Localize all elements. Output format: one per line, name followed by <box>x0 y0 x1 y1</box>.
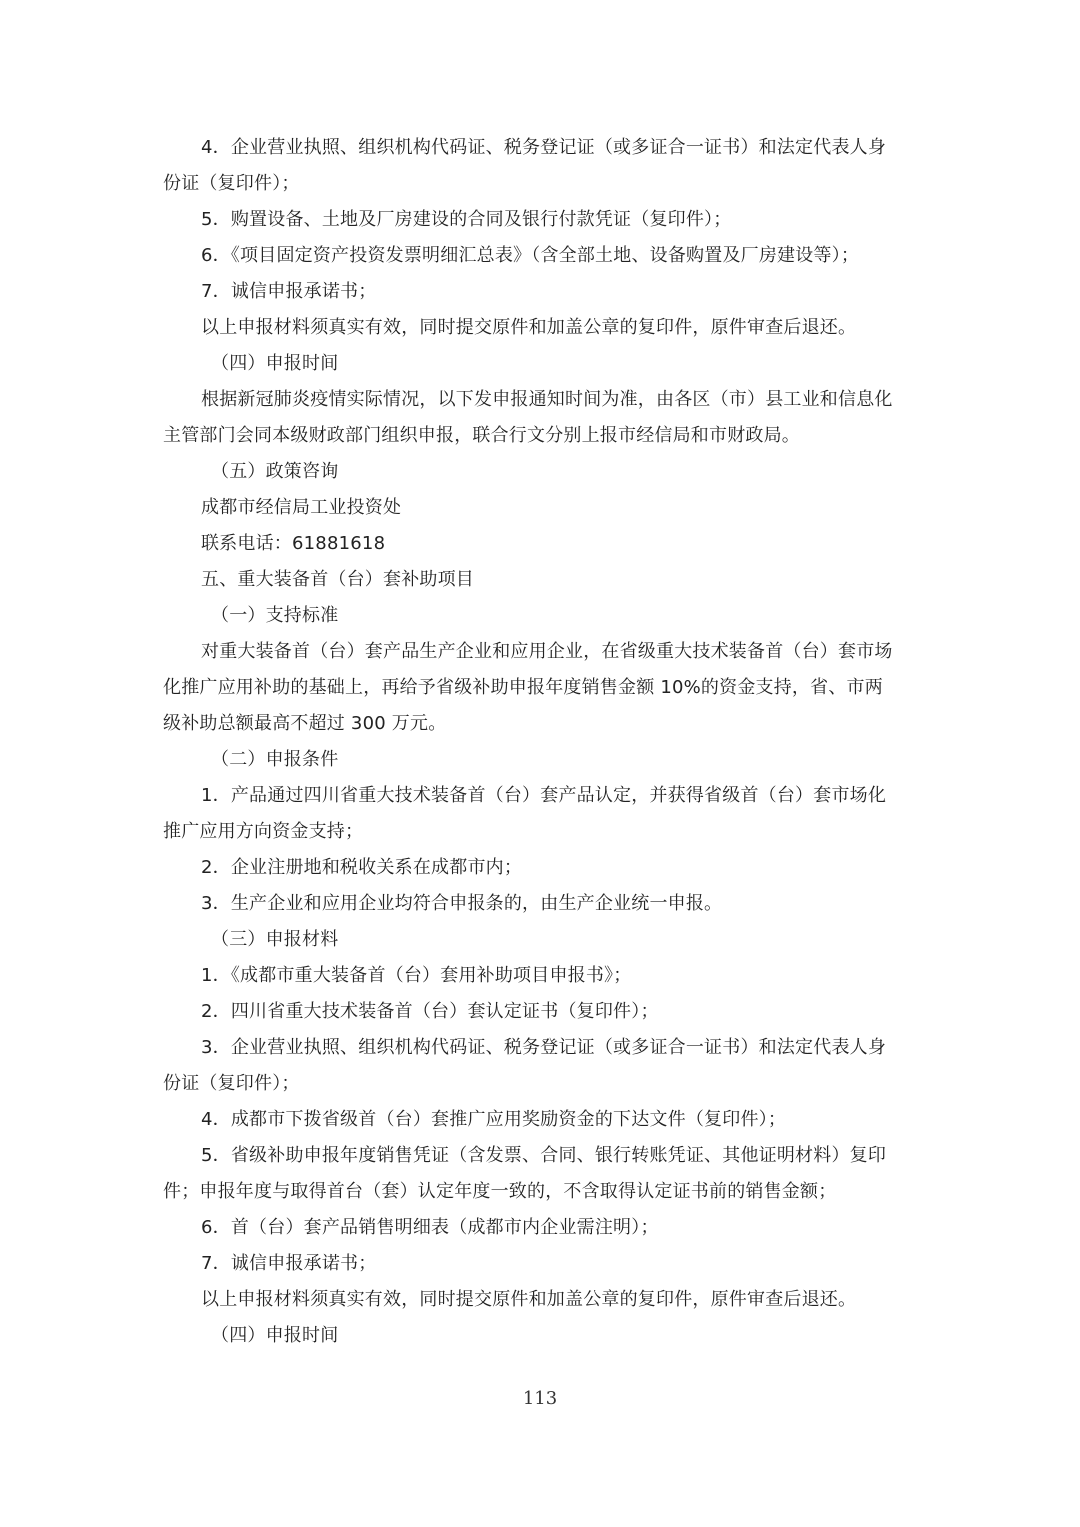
page-number: 113 <box>522 1388 558 1409</box>
text-line: 1．《成都市重大装备首（台）套用补助项目申报书》； <box>201 965 632 986</box>
text-line: 份证（复印件）； <box>163 1073 300 1094</box>
text-line: （三）申报材料 <box>211 929 339 950</box>
text-line: 3．生产企业和应用企业均符合申报条的，由生产企业统一申报。 <box>201 893 723 914</box>
document-body <box>163 130 919 1354</box>
text-line: 份证（复印件）； <box>163 173 300 194</box>
text-line: 5．购置设备、土地及厂房建设的合同及银行付款凭证（复印件）； <box>201 209 732 230</box>
text-line: 级补助总额最高不超过 300 万元。 <box>163 713 447 734</box>
text-line: 1．产品通过四川省重大技术装备首（台）套产品认定，并获得省级首（台）套市场化 <box>201 785 887 806</box>
text-line: （一）支持标准 <box>211 605 339 626</box>
text-line: 2．企业注册地和税收关系在成都市内； <box>201 857 523 878</box>
text-line: 7．诚信申报承诺书； <box>201 281 377 302</box>
text-line: 6．首（台）套产品销售明细表（成都市内企业需注明）； <box>201 1217 659 1238</box>
text-line: 7．诚信申报承诺书； <box>201 1253 377 1274</box>
text-line: 件；申报年度与取得首台（套）认定年度一致的，不含取得认定证书前的销售金额； <box>163 1181 837 1202</box>
text-line: 6．《项目固定资产投资发票明细汇总表》（含全部土地、设备购置及厂房建设等）； <box>201 245 860 266</box>
text-line: 主管部门会同本级财政部门组织申报，联合行文分别上报市经信局和市财政局。 <box>163 425 800 446</box>
text-line: 化推广应用补助的基础上，再给予省级补助申报年度销售金额 10%的资金支持，省、市两 <box>163 677 883 698</box>
text-line: （四）申报时间 <box>211 353 339 374</box>
text-line: 4．成都市下拨省级首（台）套推广应用奖励资金的下达文件（复印件）； <box>201 1109 787 1130</box>
text-line: 成都市经信局工业投资处 <box>201 497 402 518</box>
text-line: 5．省级补助申报年度销售凭证（含发票、合同、银行转账凭证、其他证明材料）复印 <box>201 1145 887 1166</box>
text-line: 推广应用方向资金支持； <box>163 821 364 842</box>
text-line: （四）申报时间 <box>211 1325 339 1346</box>
text-line: 以上申报材料须真实有效，同时提交原件和加盖公章的复印件，原件审查后退还。 <box>201 317 857 338</box>
text-line: 2．四川省重大技术装备首（台）套认定证书（复印件）； <box>201 1001 659 1022</box>
text-line: 根据新冠肺炎疫情实际情况，以下发申报通知时间为准，由各区（市）县工业和信息化 <box>201 389 893 410</box>
text-line: 4．企业营业执照、组织机构代码证、税务登记证（或多证合一证书）和法定代表人身 <box>201 137 887 158</box>
text-line: 对重大装备首（台）套产品生产企业和应用企业，在省级重大技术装备首（台）套市场 <box>201 641 893 662</box>
text-line: 五、重大装备首（台）套补助项目 <box>201 569 474 590</box>
text-line: 3．企业营业执照、组织机构代码证、税务登记证（或多证合一证书）和法定代表人身 <box>201 1037 887 1058</box>
text-line: 以上申报材料须真实有效，同时提交原件和加盖公章的复印件，原件审查后退还。 <box>201 1289 857 1310</box>
text-line: （二）申报条件 <box>211 749 339 770</box>
text-line: （五）政策咨询 <box>211 461 339 482</box>
text-line: 联系电话：61881618 <box>201 533 386 554</box>
